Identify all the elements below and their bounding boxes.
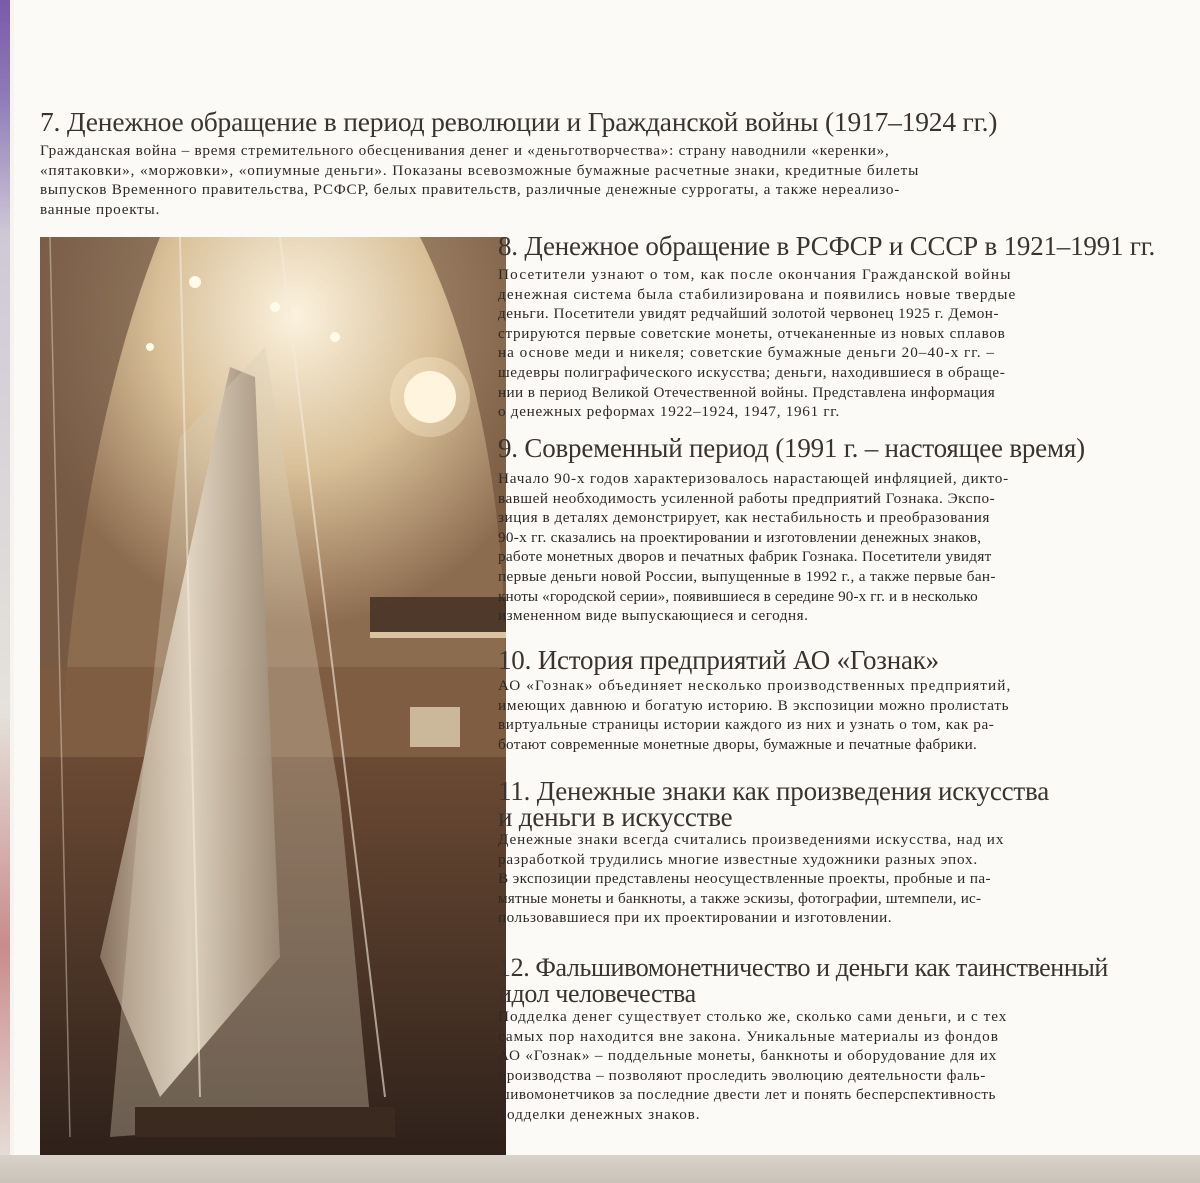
section-7-line: Гражданская война – время стремительного обесценивания денег и «деньготворчества»: страну наводнили «керенки», <box>40 142 890 159</box>
section-9-body <box>498 469 1178 626</box>
section-11-line: мятные монеты и банкноты, а также эскизы, фотографии, штемпели, ис- <box>498 889 982 907</box>
section-8-line: нии в период Великой Отечественной войны. Представлена информация <box>498 383 996 401</box>
section-7 <box>40 108 1186 219</box>
section-10-body <box>498 676 1178 754</box>
section-12-heading <box>498 955 1188 1007</box>
section-11 <box>498 778 1178 928</box>
section-10-line: виртуальные страницы истории каждого из них и узнать о том, как ра- <box>498 716 995 734</box>
page-bottom-shadow <box>0 1155 1200 1183</box>
section-7-heading: 7. Денежное обращение в период революции и Гражданской войны (1917–1924 гг.) <box>40 106 998 137</box>
section-12-heading-line: идол человечества <box>498 979 696 1008</box>
section-11-heading-line: 11. Денежные знаки как произведения искусства <box>498 776 1049 806</box>
brochure-page <box>14 0 1200 1155</box>
section-7-line: «пятаковки», «моржовки», «опиумные деньги». Показаны всевозможные бумажные расчетные знаки, кредитные билеты <box>40 161 920 179</box>
section-9-line: 90-х гг. сказались на проектировании и изготовлении денежных знаков, <box>498 528 982 546</box>
section-9 <box>498 434 1178 626</box>
section-10-heading: 10. История предприятий АО «Гознак» <box>498 645 939 675</box>
section-9-line: первые деньги новой России, выпущенные в 1992 г., а также первые бан- <box>498 567 996 585</box>
museum-photo-illustration <box>40 237 506 1155</box>
section-11-line: разработкой трудились многие известные художники разных эпох. <box>498 850 978 868</box>
section-8-line: шедевры полиграфического искусства; деньги, находившиеся в обраще- <box>498 363 1006 381</box>
museum-exhibit-photo <box>40 237 506 1155</box>
section-12-heading-line: 12. Фальшивомонетничество и деньги как таинственный <box>498 953 1108 982</box>
section-10-line: имеющих давнюю и богатую историю. В экспозиции можно пролистать <box>498 696 1010 714</box>
section-9-line: измененном виде выпускающиеся и сегодня. <box>498 607 809 625</box>
section-10 <box>498 646 1178 754</box>
section-9-line: вавшей необходимость усиленной работы предприятий Гознака. Экспо- <box>498 489 996 507</box>
section-8-body <box>498 265 1178 422</box>
section-11-heading-line: и деньги в искусстве <box>498 802 733 832</box>
section-9-line: работе монетных дворов и печатных фабрик Гознака. Посетители увидят <box>498 548 992 566</box>
section-11-body <box>498 830 1178 928</box>
section-12-body <box>498 1007 1188 1125</box>
section-10-line: АО «Гознак» объединяет несколько производственных предприятий, <box>498 677 1012 694</box>
section-7-line: ванные проекты. <box>40 200 161 218</box>
section-11-line: Денежные знаки всегда считались произведениями искусства, над их <box>498 831 1005 848</box>
section-8-line: на основе меди и никеля; советские бумажные деньги 20–40-х гг. – <box>498 344 995 362</box>
section-12 <box>498 955 1188 1125</box>
section-9-line: Начало 90-х годов характеризовалось нарастающей инфляцией, дикто- <box>498 470 1009 487</box>
section-12-line: Подделка денег существует столько же, сколько сами деньги, и с тех <box>498 1008 1008 1025</box>
section-11-line: пользовавшиеся при их проектировании и изготовлении. <box>498 909 893 927</box>
section-12-line: шивомонетчиков за последние двести лет и понять бесперспективность <box>498 1086 996 1104</box>
section-10-line: ботают современные монетные дворы, бумажные и печатные фабрики. <box>498 735 978 753</box>
section-11-heading <box>498 778 1178 830</box>
section-12-line: самых пор находится вне закона. Уникальные материалы из фондов <box>498 1027 999 1045</box>
section-8 <box>498 232 1178 422</box>
section-8-line: деньги. Посетители увидят редчайший золотой червонец 1925 г. Демон- <box>498 305 999 323</box>
section-9-line: кноты «городской серии», появившиеся в середине 90-х гг. и в несколько <box>498 587 978 605</box>
section-12-line: подделки денежных знаков. <box>498 1105 701 1123</box>
section-8-line: Посетители узнают о том, как после окончания Гражданской войны <box>498 266 1012 283</box>
section-7-body <box>40 141 1186 219</box>
section-12-line: производства – позволяют проследить эволюцию деятельности фаль- <box>498 1066 986 1084</box>
page-edge-decoration <box>0 0 10 1183</box>
section-9-line: зиция в деталях демонстрирует, как нестабильность и преобразования <box>498 509 990 527</box>
section-7-line: выпусков Временного правительства, РСФСР, белых правительств, различные денежные суррогаты, а также нереализо- <box>40 181 901 199</box>
section-8-heading: 8. Денежное обращение в РСФСР и СССР в 1921–1991 гг. <box>498 231 1156 261</box>
section-8-line: стрируются первые советские монеты, отчеканенные из новых сплавов <box>498 324 1006 342</box>
section-8-line: денежная система была стабилизирована и появились новые твердые <box>498 285 1017 303</box>
section-11-line: В экспозиции представлены неосуществленные проекты, пробные и па- <box>498 870 992 888</box>
section-8-line: о денежных реформах 1922–1924, 1947, 1961 гг. <box>498 403 841 421</box>
section-9-heading: 9. Современный период (1991 г. – настоящее время) <box>498 433 1085 463</box>
section-12-line: АО «Гознак» – поддельные монеты, банкноты и оборудование для их <box>498 1047 998 1065</box>
